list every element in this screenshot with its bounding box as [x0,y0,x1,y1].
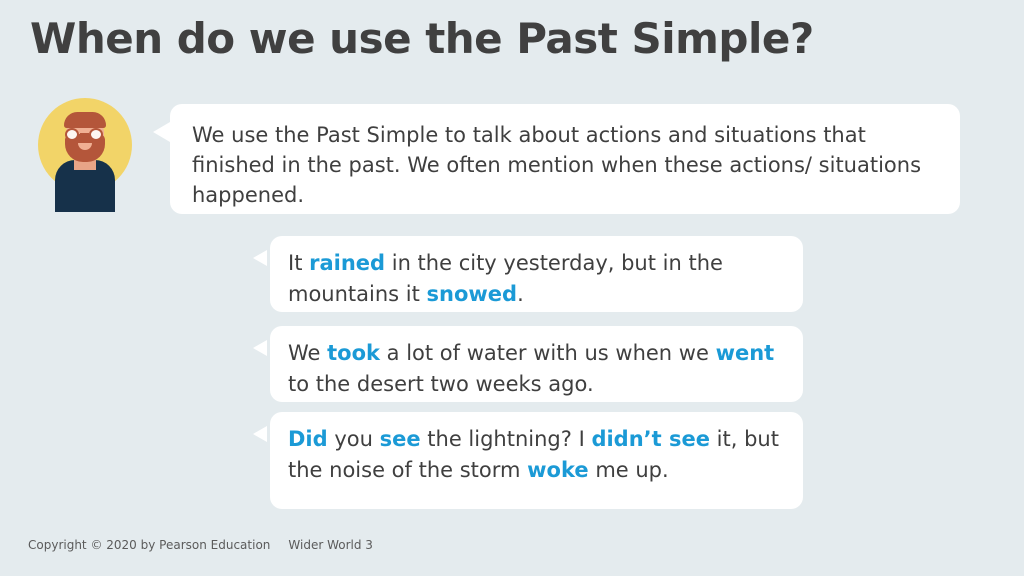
avatar [38,98,132,212]
glasses-icon [63,128,107,141]
highlighted-verb: went [715,341,775,365]
page-title: When do we use the Past Simple? [30,14,814,63]
avatar-lens-right [89,128,103,141]
example-bubble-2 [270,326,803,402]
highlighted-verb: didn’t see [591,427,710,451]
example-bubble-3 [270,412,803,509]
book-title: Wider World 3 [288,538,373,552]
speech-bubble-tail [153,122,170,142]
example-text-3: Did you see the lightning? I didn’t see it, but the noise of the storm woke me up. [288,427,779,482]
speech-bubble-tail [253,340,267,356]
highlighted-verb: see [379,427,421,451]
example-text-2: We took a lot of water with us when we went to the desert two weeks ago. [288,341,775,396]
speech-bubble-tail [253,250,267,266]
highlighted-verb: snowed [426,282,518,306]
highlighted-verb: Did [288,427,328,451]
example-bubble-1 [270,236,803,312]
highlighted-verb: woke [527,458,589,482]
speech-bubble-tail [253,426,267,442]
avatar-lens-left [65,128,79,141]
footer [28,538,373,552]
example-text-1: It rained in the city yesterday, but in the mountains it snowed. [288,251,723,306]
intro-speech-bubble [170,104,960,214]
highlighted-verb: took [327,341,380,365]
intro-text: We use the Past Simple to talk about actions and situations that finished in the past. We often mention when these actions/ situations happened. [192,123,922,207]
copyright-text: Copyright © 2020 by Pearson Education [28,538,271,552]
avatar-glasses-bridge [80,133,89,135]
avatar-hair [64,112,106,128]
highlighted-verb: rained [309,251,386,275]
